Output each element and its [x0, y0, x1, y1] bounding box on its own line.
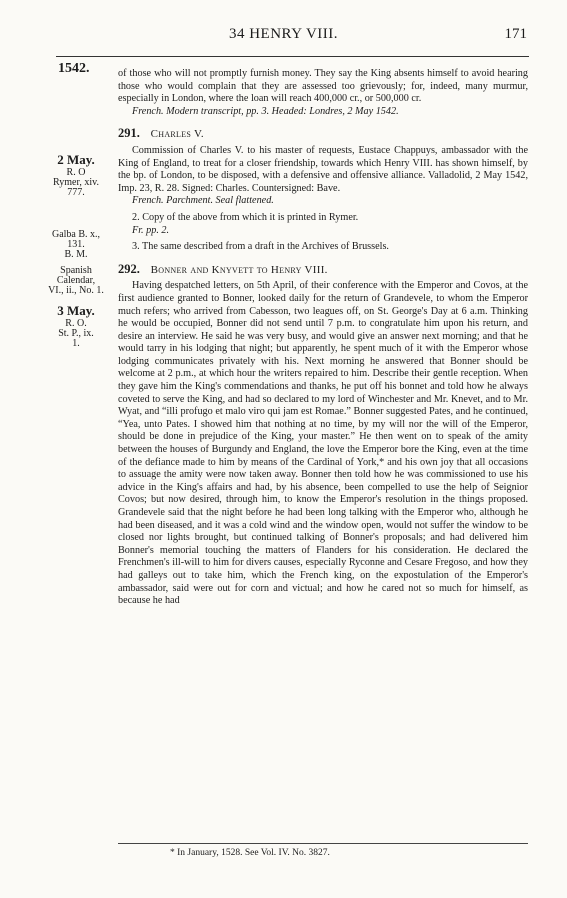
- margin-ref-line: B. M.: [64, 249, 88, 260]
- margin-ref-line: 777.: [67, 187, 85, 198]
- margin-date: 3 May.: [57, 303, 95, 318]
- entry-title: Bonner and Knyvett to Henry VIII.: [150, 263, 328, 276]
- footnote-rule: [118, 843, 528, 844]
- margin-ref-line: St. P., ix.: [58, 328, 94, 339]
- entry-number: 292.: [118, 261, 140, 276]
- entry-291-item-2: 2. Copy of the above from which it is printed in Rymer.: [132, 211, 359, 223]
- margin-ref-line: Galba B. x.,: [51, 229, 101, 240]
- margin-ref-line: VI., ii., No. 1.: [48, 285, 104, 296]
- body-text: [118, 68, 528, 608]
- entry-291-heading: [118, 127, 528, 141]
- footnote: * In January, 1528. See Vol. IV. No. 3827.: [170, 848, 330, 858]
- entry-292-text: Having despatched letters, on 5th April, of their conference with the Emperor and Covos, at the first audience granted to Bonner, looked daily for the return of Grandevele, to whom the Emperor much refers; who arrived from Cabesson, two leagues off, on St. George's Day at 6 a.m. Thinking he would be occupied, Bonner did not send until 7 p.m. to congratulate him upon his return, and desire an interview. He said he was very busy, and would give an answer next morning; and that he would tarry in his lodging that night; but apparently, he spent much of it with the Emperor whose lodging communicates privately with his. Next morning he answered that Bonner should be welcome at 2 p.m., at which hour the writers repaired to him. Describe their gentle reception. When they gave him the King's commendations and thanks, he put off his bonnet and told how he always coveted to serve the King, and had so declared to my lord of Winchester and Mr. Knevet, and to Mr. Wyat, and “illi profugo et malo viro qui jam est Romae.” Bonner suggested Pates, and he continued, “Yea, unto Pates. I showed him that nothing at no time, by my will nor the will of the Emperor, should be done in prejudice of the King, your master.” He then went on to speak of the amity between the houses of Burgundy and England, the love the Emperor bore the King, even at the time of the defiance made to him by means of the Cardinal of York,* and his own joy that all occasions to assuage the amity were now taken away. Bonner then told how he was commissioned to use his advice in the King's affairs and had, by his absence, been compelled to use the help of Seignior Covos; but now desired, through him, to know the Emperor's resolution in the things proposed. Grandevele said that the night before he had been long talking with the Emperor who, although he had been diseased, and it was a cold wind and the window open, would not suffer the window to be closed nor lights brought, but continued talking of Bonner's proposals; and had delivered him Bonner's memorial touching the matters of Flanders for his consideration. He declared the Frenchmen's ill-will to him for divers causes, especially Ryconne and Cesare Fregoso, and how they had galleys out to take him, which the French king, on the expostulation of the Emperor's ambassador, said were out for corn and victual; and how he cared not so much for himself, as because he had: [118, 280, 528, 607]
- entry-291-source: French. Parchment. Seal flattened.: [132, 195, 274, 207]
- page-number: 171: [504, 26, 527, 42]
- entry-291-item-3: 3. The same described from a draft in the Archives of Brussels.: [132, 241, 389, 253]
- continuation-paragraph: of those who will not promptly furnish money. They say the King absents himself to avoid hearing those who would complain that they are assessed too grievously; for, indeed, many murmur, especially in London, where the loan will reach 400,000 cr., or 500,000 cr.: [118, 68, 528, 105]
- margin-ref-line: Calendar,: [56, 275, 96, 286]
- entry-title: Charles V.: [150, 128, 204, 141]
- margin-ref-line: 1.: [72, 338, 80, 349]
- entry-292-heading: [118, 263, 528, 277]
- margin-date: 2 May.: [57, 152, 95, 167]
- continuation-source: French. Modern transcript, pp. 3. Headed: Londres, 2 May 1542.: [132, 105, 399, 117]
- margin-note-292: [40, 303, 112, 349]
- margin-ref-line: Spanish: [60, 265, 92, 276]
- entry-291-item-2-source: Fr. pp. 2.: [132, 224, 170, 236]
- entry-291-text: Commission of Charles V. to his master of requests, Eustace Chappuys, ambassador with the King of England, to treat for a closer friendship, towards which Henry VIII. has shown himself, by the bp. of London, to be disposed, with a defensive and offensive alliance. Valladolid, 2 May 1542, Imp. 23, R. 28. Signed: Charles. Countersigned: Bave.: [118, 144, 528, 194]
- margin-note-291: [40, 152, 112, 198]
- margin-note-galba: [40, 230, 112, 260]
- running-head: 34 HENRY VIII.: [228, 26, 339, 42]
- year-label: 1542.: [58, 61, 90, 76]
- margin-ref-line: R. O.: [65, 318, 87, 329]
- margin-ref-line: R. O: [66, 167, 86, 178]
- margin-note-spanish: [40, 266, 112, 296]
- entry-number: 291.: [118, 126, 140, 141]
- header-rule: [56, 56, 529, 57]
- margin-ref-line: 131.: [67, 239, 85, 250]
- margin-ref-line: Rymer, xiv.: [52, 177, 100, 188]
